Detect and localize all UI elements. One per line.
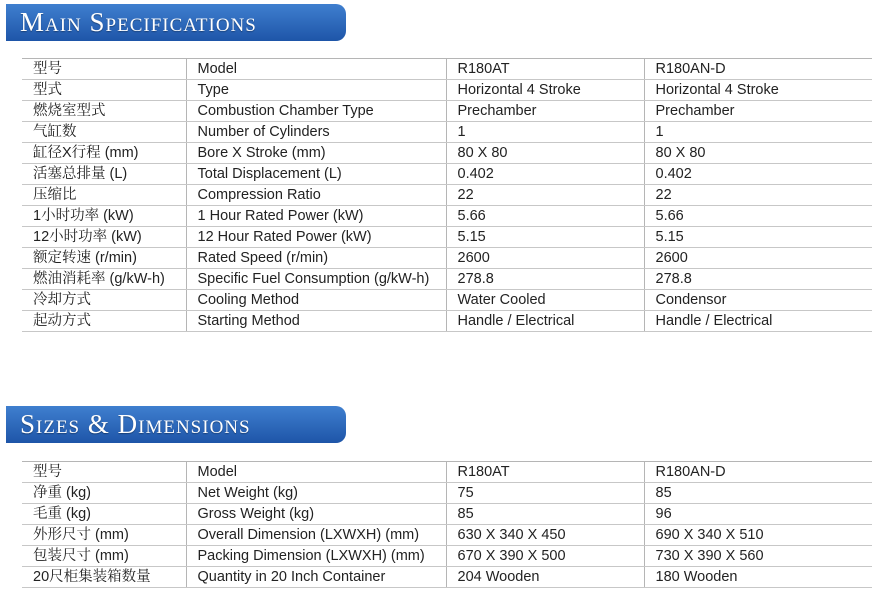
- english-label-cell: Gross Weight (kg): [186, 504, 446, 525]
- english-label-cell: Type: [186, 80, 446, 101]
- table-row: [22, 185, 872, 206]
- r180at-value-cell: 5.66: [446, 206, 644, 227]
- r180at-value-cell: 75: [446, 483, 644, 504]
- table-row: [22, 290, 872, 311]
- chinese-label-cell: 型号: [22, 59, 186, 80]
- english-label-cell: Packing Dimension (LXWXH) (mm): [186, 546, 446, 567]
- chinese-label-cell: 起动方式: [22, 311, 186, 332]
- r180at-value-cell: Handle / Electrical: [446, 311, 644, 332]
- chinese-label-cell: 20尺柜集装箱数量: [22, 567, 186, 588]
- english-label-cell: Number of Cylinders: [186, 122, 446, 143]
- english-label-cell: Model: [186, 59, 446, 80]
- table-row: [22, 269, 872, 290]
- r180and-value-cell: R180AN-D: [644, 59, 872, 80]
- chinese-label-cell: 型式: [22, 80, 186, 101]
- table-row: [22, 525, 872, 546]
- chinese-label-cell: 包装尺寸 (mm): [22, 546, 186, 567]
- r180at-value-cell: R180AT: [446, 59, 644, 80]
- r180at-value-cell: 2600: [446, 248, 644, 269]
- chinese-label-cell: 燃油消耗率 (g/kW-h): [22, 269, 186, 290]
- r180at-value-cell: Horizontal 4 Stroke: [446, 80, 644, 101]
- chinese-label-cell: 燃烧室型式: [22, 101, 186, 122]
- table-row: [22, 483, 872, 504]
- english-label-cell: Quantity in 20 Inch Container: [186, 567, 446, 588]
- table-row: [22, 164, 872, 185]
- r180and-value-cell: 85: [644, 483, 872, 504]
- r180at-value-cell: 204 Wooden: [446, 567, 644, 588]
- english-label-cell: Bore X Stroke (mm): [186, 143, 446, 164]
- r180at-value-cell: 1: [446, 122, 644, 143]
- english-label-cell: Total Displacement (L): [186, 164, 446, 185]
- chinese-label-cell: 额定转速 (r/min): [22, 248, 186, 269]
- chinese-label-cell: 气缸数: [22, 122, 186, 143]
- r180at-value-cell: R180AT: [446, 462, 644, 483]
- r180at-value-cell: 670 X 390 X 500: [446, 546, 644, 567]
- table-row: [22, 80, 872, 101]
- r180at-value-cell: 630 X 340 X 450: [446, 525, 644, 546]
- english-label-cell: Rated Speed (r/min): [186, 248, 446, 269]
- r180and-value-cell: 180 Wooden: [644, 567, 872, 588]
- r180at-value-cell: 22: [446, 185, 644, 206]
- main-specifications-banner: [6, 4, 346, 41]
- english-label-cell: Model: [186, 462, 446, 483]
- chinese-label-cell: 净重 (kg): [22, 483, 186, 504]
- table-row: [22, 101, 872, 122]
- r180and-value-cell: Prechamber: [644, 101, 872, 122]
- table-row: [22, 567, 872, 588]
- english-label-cell: Cooling Method: [186, 290, 446, 311]
- r180and-value-cell: 2600: [644, 248, 872, 269]
- r180and-value-cell: 278.8: [644, 269, 872, 290]
- table-row: [22, 59, 872, 80]
- table-row: [22, 227, 872, 248]
- table-row: [22, 248, 872, 269]
- r180and-value-cell: Condensor: [644, 290, 872, 311]
- main-specifications-title: Main Specifications: [20, 7, 257, 37]
- r180and-value-cell: Handle / Electrical: [644, 311, 872, 332]
- english-label-cell: 1 Hour Rated Power (kW): [186, 206, 446, 227]
- chinese-label-cell: 型号: [22, 462, 186, 483]
- sizes-dimensions-title: Sizes & Dimensions: [20, 409, 251, 439]
- english-label-cell: Net Weight (kg): [186, 483, 446, 504]
- english-label-cell: Compression Ratio: [186, 185, 446, 206]
- chinese-label-cell: 冷却方式: [22, 290, 186, 311]
- r180at-value-cell: Prechamber: [446, 101, 644, 122]
- r180at-value-cell: 278.8: [446, 269, 644, 290]
- chinese-label-cell: 压缩比: [22, 185, 186, 206]
- english-label-cell: 12 Hour Rated Power (kW): [186, 227, 446, 248]
- table-row: [22, 462, 872, 483]
- chinese-label-cell: 毛重 (kg): [22, 504, 186, 525]
- r180at-value-cell: Water Cooled: [446, 290, 644, 311]
- r180and-value-cell: 730 X 390 X 560: [644, 546, 872, 567]
- chinese-label-cell: 12小时功率 (kW): [22, 227, 186, 248]
- table-row: [22, 122, 872, 143]
- r180and-value-cell: Horizontal 4 Stroke: [644, 80, 872, 101]
- chinese-label-cell: 活塞总排量 (L): [22, 164, 186, 185]
- r180at-value-cell: 0.402: [446, 164, 644, 185]
- english-label-cell: Combustion Chamber Type: [186, 101, 446, 122]
- r180and-value-cell: 1: [644, 122, 872, 143]
- r180and-value-cell: R180AN-D: [644, 462, 872, 483]
- table-row: [22, 311, 872, 332]
- chinese-label-cell: 1小时功率 (kW): [22, 206, 186, 227]
- table-row: [22, 206, 872, 227]
- r180and-value-cell: 22: [644, 185, 872, 206]
- table-row: [22, 143, 872, 164]
- r180at-value-cell: 80 X 80: [446, 143, 644, 164]
- r180at-value-cell: 5.15: [446, 227, 644, 248]
- chinese-label-cell: 外形尺寸 (mm): [22, 525, 186, 546]
- main-specifications-table: [22, 58, 872, 332]
- english-label-cell: Overall Dimension (LXWXH) (mm): [186, 525, 446, 546]
- r180and-value-cell: 96: [644, 504, 872, 525]
- r180at-value-cell: 85: [446, 504, 644, 525]
- chinese-label-cell: 缸径X行程 (mm): [22, 143, 186, 164]
- table-row: [22, 546, 872, 567]
- r180and-value-cell: 5.15: [644, 227, 872, 248]
- r180and-value-cell: 5.66: [644, 206, 872, 227]
- r180and-value-cell: 0.402: [644, 164, 872, 185]
- table-row: [22, 504, 872, 525]
- r180and-value-cell: 80 X 80: [644, 143, 872, 164]
- sizes-dimensions-table: [22, 461, 872, 588]
- english-label-cell: Specific Fuel Consumption (g/kW-h): [186, 269, 446, 290]
- r180and-value-cell: 690 X 340 X 510: [644, 525, 872, 546]
- english-label-cell: Starting Method: [186, 311, 446, 332]
- sizes-dimensions-banner: [6, 406, 346, 443]
